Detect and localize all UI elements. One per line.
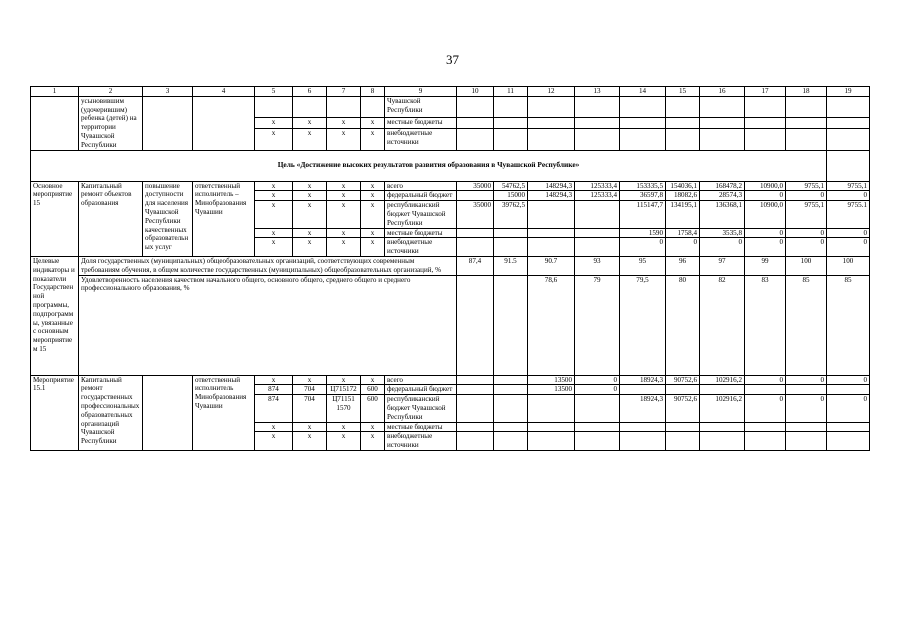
- code-cell: x: [293, 118, 327, 129]
- value-cell: [457, 275, 494, 375]
- value-cell: 13500: [528, 385, 575, 395]
- value-cell: 36597,8: [620, 191, 666, 201]
- value-cell: [457, 191, 494, 201]
- table-row: [31, 375, 870, 385]
- value-cell: 115147,7: [620, 201, 666, 228]
- value-cell: 148294,3: [528, 191, 575, 201]
- value-cell: 9755.1: [827, 201, 870, 228]
- funding-source: федеральный бюджет: [385, 191, 457, 201]
- value-cell: 102916,2: [700, 375, 745, 385]
- value-cell: [575, 118, 620, 129]
- code-cell: x: [293, 375, 327, 385]
- value-cell: [457, 422, 494, 432]
- value-cell: 18924,3: [620, 395, 666, 422]
- value-cell: [745, 422, 786, 432]
- code-cell: x: [361, 432, 385, 451]
- code-cell: x: [361, 228, 385, 238]
- value-cell: [575, 201, 620, 228]
- value-cell: 0: [827, 375, 870, 385]
- page-number: 37: [446, 52, 459, 67]
- value-cell: 153335,5: [620, 181, 666, 191]
- column-header: 19: [827, 87, 870, 97]
- value-cell: 0: [786, 228, 827, 238]
- value-cell: [494, 432, 528, 451]
- value-cell: 125333,4: [575, 191, 620, 201]
- value-cell: [786, 96, 827, 117]
- value-cell: 0: [786, 191, 827, 201]
- value-cell: [700, 422, 745, 432]
- code-cell: x: [327, 201, 361, 228]
- code-cell: x: [255, 129, 293, 150]
- value-cell: [528, 228, 575, 238]
- column-header: 3: [143, 87, 193, 97]
- executor: ответственный исполнитель – Минобразования Чувашии: [193, 181, 255, 256]
- code-cell: x: [361, 201, 385, 228]
- value-cell: [700, 129, 745, 150]
- funding-source: местные бюджеты: [385, 118, 457, 129]
- funding-source: федеральный бюджет: [385, 385, 457, 395]
- funding-source: всего: [385, 181, 457, 191]
- value-cell: 3535,8: [700, 228, 745, 238]
- value-cell: 90.7: [528, 256, 575, 275]
- code-cell: 704: [293, 395, 327, 422]
- code-cell: x: [327, 432, 361, 451]
- value-cell: 0: [827, 238, 870, 257]
- value-cell: 80: [666, 275, 700, 375]
- blank-cell: [193, 96, 255, 150]
- value-cell: 97: [700, 256, 745, 275]
- code-cell: x: [361, 129, 385, 150]
- column-header: 17: [745, 87, 786, 97]
- value-cell: 99: [745, 256, 786, 275]
- value-cell: [666, 385, 700, 395]
- goal-row: [31, 150, 870, 181]
- column-header: 18: [786, 87, 827, 97]
- value-cell: [575, 129, 620, 150]
- value-cell: [827, 96, 870, 117]
- code-cell: 874: [255, 395, 293, 422]
- funding-source: всего: [385, 375, 457, 385]
- value-cell: [528, 432, 575, 451]
- column-header: 7: [327, 87, 361, 97]
- value-cell: [666, 118, 700, 129]
- code-cell: x: [327, 191, 361, 201]
- value-cell: [528, 118, 575, 129]
- value-cell: [827, 385, 870, 395]
- value-cell: 0: [575, 385, 620, 395]
- goal-title: Цель «Достижение высоких результатов развития образования в Чувашской Республике»: [31, 150, 827, 181]
- value-cell: [528, 238, 575, 257]
- measure-purpose: повышение доступности для населения Чувашской Республики качественных образовательных услуг: [143, 181, 193, 256]
- value-cell: [666, 129, 700, 150]
- value-cell: [620, 385, 666, 395]
- measure-name: Капитальный ремонт государственных профессиональных образовательных организаций Чувашской Республики: [79, 375, 143, 450]
- table-row: [31, 181, 870, 191]
- column-header: 8: [361, 87, 385, 97]
- value-cell: 13500: [528, 375, 575, 385]
- code-cell: [361, 96, 385, 117]
- value-cell: 0: [827, 191, 870, 201]
- funding-source: Чувашской Республики: [385, 96, 457, 117]
- value-cell: [666, 422, 700, 432]
- value-cell: [457, 238, 494, 257]
- code-cell: x: [361, 181, 385, 191]
- value-cell: [494, 275, 528, 375]
- value-cell: 148294,3: [528, 181, 575, 191]
- value-cell: 96: [666, 256, 700, 275]
- code-cell: x: [293, 432, 327, 451]
- value-cell: 87,4: [457, 256, 494, 275]
- value-cell: 85: [827, 275, 870, 375]
- value-cell: [827, 129, 870, 150]
- code-cell: x: [255, 238, 293, 257]
- value-cell: 0: [745, 395, 786, 422]
- value-cell: [745, 432, 786, 451]
- value-cell: 10900,0: [745, 201, 786, 228]
- value-cell: 28574,3: [700, 191, 745, 201]
- value-cell: [575, 238, 620, 257]
- code-cell: x: [293, 181, 327, 191]
- indicator-row: [31, 275, 870, 375]
- value-cell: [457, 385, 494, 395]
- column-header: 6: [293, 87, 327, 97]
- value-cell: 83: [745, 275, 786, 375]
- value-cell: 1758,4: [666, 228, 700, 238]
- value-cell: [494, 228, 528, 238]
- value-cell: [494, 96, 528, 117]
- column-header: 5: [255, 87, 293, 97]
- value-cell: [700, 432, 745, 451]
- value-cell: 0: [620, 238, 666, 257]
- value-cell: [745, 118, 786, 129]
- value-cell: 82: [700, 275, 745, 375]
- value-cell: [575, 395, 620, 422]
- value-cell: 134195,1: [666, 201, 700, 228]
- code-cell: 600: [361, 385, 385, 395]
- value-cell: 100: [786, 256, 827, 275]
- code-cell: x: [255, 181, 293, 191]
- code-cell: x: [293, 201, 327, 228]
- value-cell: 100: [827, 256, 870, 275]
- value-cell: 90752,6: [666, 395, 700, 422]
- column-header: 15: [666, 87, 700, 97]
- measure-name: усыновившим (удочерившим) ребенка (детей) на территории Чувашской Республики: [79, 96, 143, 150]
- code-cell: Ц71151 1570: [327, 395, 361, 422]
- column-header: 12: [528, 87, 575, 97]
- value-cell: 18924,3: [620, 375, 666, 385]
- column-header: 1: [31, 87, 79, 97]
- code-cell: x: [293, 238, 327, 257]
- value-cell: [700, 96, 745, 117]
- value-cell: [620, 422, 666, 432]
- blank-cell: [143, 96, 193, 150]
- value-cell: 154036,1: [666, 181, 700, 191]
- value-cell: [786, 432, 827, 451]
- value-cell: [786, 385, 827, 395]
- value-cell: 0: [745, 228, 786, 238]
- code-cell: x: [255, 422, 293, 432]
- code-cell: x: [255, 191, 293, 201]
- measure-number: Мероприятие 15.1: [31, 375, 79, 450]
- value-cell: [457, 129, 494, 150]
- table-row: [31, 96, 870, 117]
- value-cell: 1590: [620, 228, 666, 238]
- indicators-label: Целевые индикаторы и показатели Государственной программы, подпрограммы, увязанные с основным мероприятием 15: [31, 256, 79, 375]
- value-cell: [457, 375, 494, 385]
- value-cell: 18082,6: [666, 191, 700, 201]
- value-cell: 0: [745, 375, 786, 385]
- value-cell: 136368,1: [700, 201, 745, 228]
- funding-source: внебюджетные источники: [385, 129, 457, 150]
- blank-cell: [827, 150, 870, 181]
- code-cell: x: [255, 228, 293, 238]
- measure-purpose: [143, 375, 193, 450]
- code-cell: x: [255, 201, 293, 228]
- code-cell: x: [255, 375, 293, 385]
- value-cell: 0: [666, 238, 700, 257]
- value-cell: [575, 422, 620, 432]
- funding-source: внебюджетные источники: [385, 432, 457, 451]
- value-cell: [457, 395, 494, 422]
- value-cell: [494, 422, 528, 432]
- measure-number: Основное мероприятие 15: [31, 181, 79, 256]
- value-cell: 0: [827, 395, 870, 422]
- code-cell: [293, 96, 327, 117]
- code-cell: x: [361, 238, 385, 257]
- code-cell: x: [293, 129, 327, 150]
- code-cell: x: [327, 422, 361, 432]
- value-cell: 9755,1: [786, 181, 827, 191]
- column-header: 13: [575, 87, 620, 97]
- code-cell: x: [361, 375, 385, 385]
- value-cell: 0: [786, 375, 827, 385]
- value-cell: 15000: [494, 191, 528, 201]
- measure-name: Капитальный ремонт объектов образования: [79, 181, 143, 256]
- code-cell: [327, 96, 361, 117]
- column-header: 11: [494, 87, 528, 97]
- code-cell: x: [327, 375, 361, 385]
- funding-source: внебюджетные источники: [385, 238, 457, 257]
- value-cell: [786, 422, 827, 432]
- code-cell: x: [327, 228, 361, 238]
- value-cell: 85: [786, 275, 827, 375]
- value-cell: 54762,5: [494, 181, 528, 191]
- value-cell: 9755,1: [786, 201, 827, 228]
- value-cell: 91.5: [494, 256, 528, 275]
- value-cell: [528, 422, 575, 432]
- value-cell: [457, 228, 494, 238]
- value-cell: [575, 96, 620, 117]
- value-cell: 78,6: [528, 275, 575, 375]
- value-cell: [528, 129, 575, 150]
- value-cell: [700, 118, 745, 129]
- value-cell: [494, 118, 528, 129]
- value-cell: 0: [575, 375, 620, 385]
- code-cell: 704: [293, 385, 327, 395]
- value-cell: 125333,4: [575, 181, 620, 191]
- column-header: 2: [79, 87, 143, 97]
- value-cell: 0: [827, 228, 870, 238]
- value-cell: [827, 432, 870, 451]
- value-cell: [827, 422, 870, 432]
- code-cell: x: [327, 181, 361, 191]
- value-cell: [745, 96, 786, 117]
- value-cell: [457, 118, 494, 129]
- value-cell: 93: [575, 256, 620, 275]
- value-cell: [827, 118, 870, 129]
- indicator-row: [31, 256, 870, 275]
- value-cell: 39762,5: [494, 201, 528, 228]
- value-cell: [745, 385, 786, 395]
- blank-cell: [31, 96, 79, 150]
- value-cell: [494, 385, 528, 395]
- value-cell: 0: [700, 238, 745, 257]
- code-cell: x: [361, 422, 385, 432]
- value-cell: [620, 118, 666, 129]
- code-cell: x: [293, 191, 327, 201]
- indicator-text: Удовлетворенность населения качеством начального общего, основного общего, среднего общего и среднего профессионального образования, %: [79, 275, 457, 375]
- value-cell: [457, 432, 494, 451]
- value-cell: [620, 129, 666, 150]
- funding-source: республиканский бюджет Чувашской Республики: [385, 395, 457, 422]
- code-cell: x: [327, 118, 361, 129]
- value-cell: 79: [575, 275, 620, 375]
- code-cell: x: [361, 118, 385, 129]
- column-header: 16: [700, 87, 745, 97]
- code-cell: x: [327, 238, 361, 257]
- code-cell: x: [293, 228, 327, 238]
- value-cell: 102916,2: [700, 395, 745, 422]
- value-cell: 79,5: [620, 275, 666, 375]
- indicator-text: Доля государственных (муниципальных) общеобразовательных организаций, соответствующих современным требованиям обучения, в общем количестве государственных (муниципальных) общеобразовательных организаций, %: [79, 256, 457, 275]
- value-cell: 95: [620, 256, 666, 275]
- value-cell: [745, 129, 786, 150]
- code-cell: x: [361, 191, 385, 201]
- value-cell: 35000: [457, 201, 494, 228]
- code-cell: 600: [361, 395, 385, 422]
- value-cell: [666, 432, 700, 451]
- column-header: 14: [620, 87, 666, 97]
- value-cell: [666, 96, 700, 117]
- value-cell: [494, 375, 528, 385]
- code-cell: x: [293, 422, 327, 432]
- value-cell: [494, 238, 528, 257]
- value-cell: [786, 118, 827, 129]
- code-cell: x: [255, 118, 293, 129]
- column-header: 10: [457, 87, 494, 97]
- value-cell: [457, 96, 494, 117]
- value-cell: [494, 129, 528, 150]
- value-cell: 10900,0: [745, 181, 786, 191]
- header-row: [31, 87, 870, 97]
- value-cell: [575, 432, 620, 451]
- value-cell: [700, 385, 745, 395]
- value-cell: 9755,1: [827, 181, 870, 191]
- value-cell: 35000: [457, 181, 494, 191]
- column-header: 4: [193, 87, 255, 97]
- value-cell: 168478,2: [700, 181, 745, 191]
- value-cell: 0: [745, 238, 786, 257]
- value-cell: [528, 201, 575, 228]
- value-cell: [786, 129, 827, 150]
- column-header: 9: [385, 87, 457, 97]
- funding-source: местные бюджеты: [385, 422, 457, 432]
- value-cell: 90752,6: [666, 375, 700, 385]
- funding-source: республиканский бюджет Чувашской Республики: [385, 201, 457, 228]
- code-cell: x: [327, 129, 361, 150]
- code-cell: Ц715172: [327, 385, 361, 395]
- value-cell: [620, 432, 666, 451]
- value-cell: [528, 96, 575, 117]
- value-cell: [494, 395, 528, 422]
- code-cell: x: [255, 432, 293, 451]
- value-cell: 0: [786, 238, 827, 257]
- code-cell: 874: [255, 385, 293, 395]
- value-cell: [620, 96, 666, 117]
- value-cell: 0: [745, 191, 786, 201]
- funding-source: местные бюджеты: [385, 228, 457, 238]
- code-cell: [255, 96, 293, 117]
- value-cell: [528, 395, 575, 422]
- budget-table: [30, 86, 870, 451]
- value-cell: 0: [786, 395, 827, 422]
- value-cell: [575, 228, 620, 238]
- executor: ответственный исполнитель Минобразования Чувашии: [193, 375, 255, 450]
